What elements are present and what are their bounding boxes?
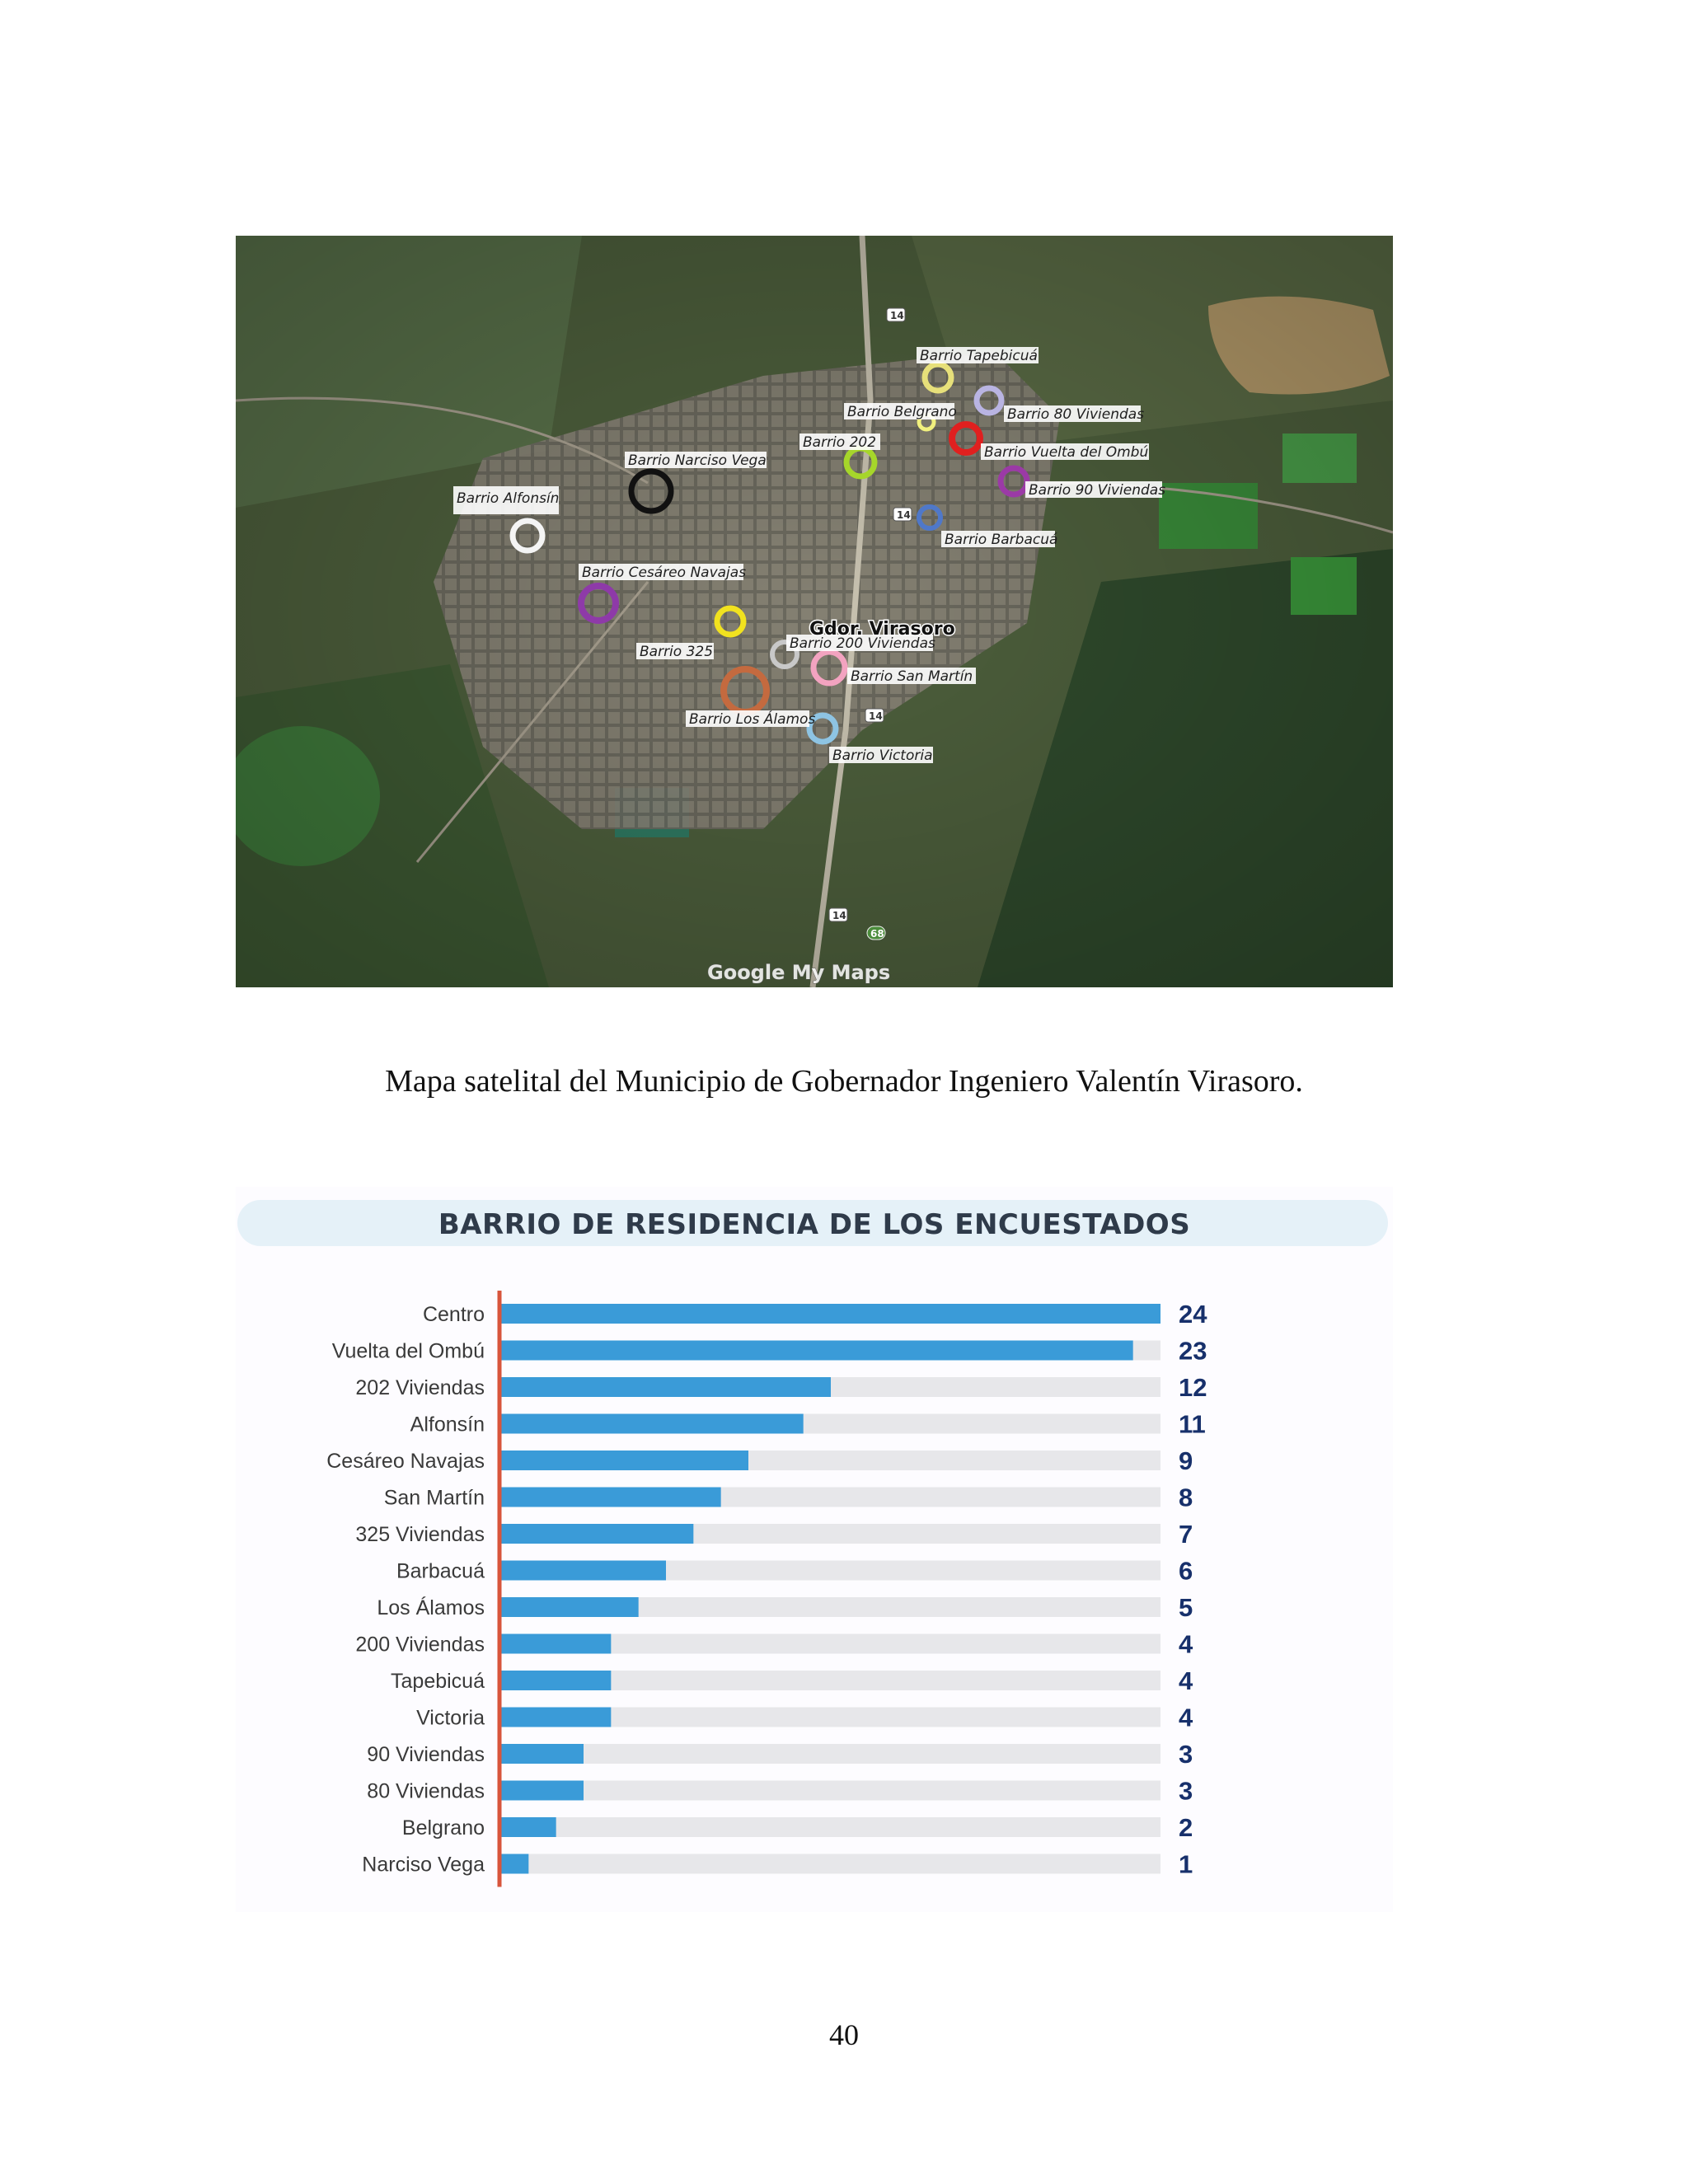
map-label: Barrio 202 — [803, 434, 877, 451]
map-attribution: Google My Maps — [707, 961, 891, 984]
value-label: 5 — [1179, 1593, 1193, 1622]
map-label: Barrio Los Álamos — [689, 711, 816, 728]
bar-chart — [236, 1187, 1393, 1912]
bar-3 — [501, 1414, 804, 1434]
value-label: 2 — [1179, 1813, 1193, 1842]
route-marker: 14 — [897, 509, 911, 521]
map-label: Barrio Belgrano — [847, 404, 957, 420]
value-label: 3 — [1179, 1740, 1193, 1769]
chart-plot — [236, 1187, 1393, 1912]
town-label: Gdor. Virasoro — [809, 619, 955, 640]
map-label: Barrio 200 Viviendas — [790, 635, 935, 652]
bar-4 — [501, 1451, 748, 1470]
bar-11 — [501, 1708, 611, 1727]
value-label: 1 — [1179, 1849, 1193, 1879]
bar-15 — [501, 1854, 528, 1874]
map-label: Barrio Vuelta del Ombú — [984, 444, 1149, 461]
bar-0 — [501, 1304, 1160, 1324]
bar-10 — [501, 1671, 611, 1690]
satellite-map — [236, 236, 1393, 987]
map-label: Barrio Alfonsín — [457, 490, 560, 507]
category-label: 325 Viviendas — [355, 1523, 485, 1546]
bar-track — [501, 1854, 1160, 1874]
bar-track — [501, 1781, 1160, 1801]
category-label: 202 Viviendas — [355, 1376, 485, 1399]
category-label: 90 Viviendas — [367, 1743, 485, 1766]
bar-12 — [501, 1744, 584, 1764]
category-label: Centro — [422, 1303, 485, 1326]
value-label: 9 — [1179, 1446, 1193, 1475]
page-number: 40 — [829, 2018, 859, 2051]
map-label: Barrio 325 — [640, 644, 714, 660]
route-marker: 14 — [890, 310, 904, 321]
map-label: Barrio Barbacuá — [945, 532, 1058, 548]
value-label: 6 — [1179, 1556, 1193, 1586]
value-label: 24 — [1179, 1300, 1207, 1329]
category-label: Alfonsín — [410, 1413, 485, 1436]
value-label: 4 — [1179, 1629, 1193, 1659]
map-label: Barrio Tapebicuá — [920, 348, 1038, 364]
map-label: Barrio Victoria — [832, 748, 933, 764]
value-label: 4 — [1179, 1703, 1193, 1732]
bar-track — [501, 1817, 1160, 1837]
category-label: Narciso Vega — [362, 1853, 485, 1877]
value-label: 4 — [1179, 1666, 1193, 1695]
value-label: 8 — [1179, 1483, 1193, 1512]
route-marker: 14 — [869, 710, 883, 722]
figure-caption: Mapa satelital del Municipio de Gobernador Ingeniero Valentín Virasoro. — [385, 1064, 1303, 1099]
bar-track — [501, 1744, 1160, 1764]
map-label: Barrio San Martín — [851, 668, 973, 685]
value-label: 12 — [1179, 1373, 1207, 1402]
satellite-map-image — [236, 236, 1393, 987]
route-marker: 68 — [870, 928, 884, 940]
category-label: Victoria — [416, 1706, 485, 1730]
category-label: 200 Viviendas — [355, 1633, 485, 1657]
bar-6 — [501, 1524, 693, 1544]
category-label: 80 Viviendas — [367, 1779, 485, 1803]
bar-7 — [501, 1561, 666, 1581]
category-label: Tapebicuá — [391, 1670, 485, 1693]
bar-13 — [501, 1781, 584, 1801]
value-label: 23 — [1179, 1336, 1207, 1366]
category-label: Barbacuá — [396, 1559, 485, 1583]
map-label: Barrio 90 Viviendas — [1029, 482, 1166, 499]
bar-9 — [501, 1634, 611, 1654]
category-label: San Martín — [383, 1486, 485, 1510]
map-label: Barrio 80 Viviendas — [1007, 406, 1145, 423]
value-label: 11 — [1179, 1409, 1206, 1439]
bar-2 — [501, 1377, 831, 1397]
category-label: Cesáreo Navajas — [326, 1450, 485, 1473]
map-label: Barrio Narciso Vega — [628, 452, 767, 469]
bar-1 — [501, 1341, 1133, 1361]
bar-8 — [501, 1597, 639, 1617]
value-label: 3 — [1179, 1776, 1193, 1806]
map-label: Barrio Cesáreo Navajas — [582, 565, 747, 581]
chart-title: BARRIO DE RESIDENCIA DE LOS ENCUESTADOS — [438, 1208, 1191, 1241]
category-label: Los Álamos — [377, 1596, 485, 1619]
bar-14 — [501, 1817, 556, 1837]
category-label: Vuelta del Ombú — [331, 1339, 485, 1363]
category-label: Belgrano — [401, 1816, 485, 1840]
route-marker: 14 — [832, 910, 846, 921]
value-label: 7 — [1179, 1520, 1193, 1549]
bar-5 — [501, 1488, 721, 1507]
